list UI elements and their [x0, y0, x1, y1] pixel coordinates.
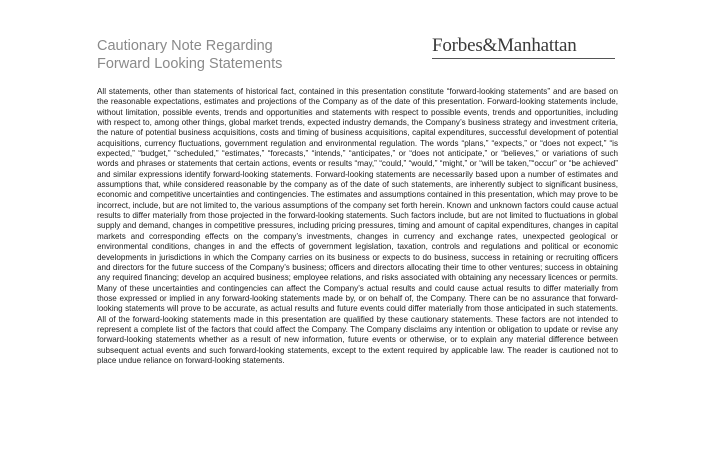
title-line-1: Cautionary Note Regarding	[97, 38, 273, 54]
disclaimer-body-text: All statements, other than statements of historical fact, contained in this presentation constitute “forward-looking statements” and are based on the reasonable expectations, estimates and projections of the Company as of the date of this presentation. Forward-looking statements include, without limitation, possible events, trends and opportunities and statements with respect to possible events, trends and opportunities, including with respect to, among other things, global market trends, expected industry demands, the Company’s business strategy and investment criteria, the nature of potential business acquisitions, costs and timing of business acquisitions, capital expenditures, successful development of potential acquisitions, currency fluctuations, government regulation and environmental regulation. The words “plans,” “expects,” or “does not expect,” “is expected,” “budget,” “scheduled,” “estimates,” “forecasts,” “intends,” “anticipates,” or “does not anticipate,” or “believes,” or variations of such words and phrases or statements that certain actions, events or results “may,” “could,” “would,” “might,” or “will be taken,”“occur” or “be achieved” and similar expressions identify forward-looking statements. Forward-looking statements are necessarily based upon a number of estimates and assumptions that, while considered reasonable by the company as of the date of such statements, are inherently subject to significant business, economic and competitive uncertainties and contingencies. The estimates and assumptions contained in this presentation, which may prove to be incorrect, include, but are not limited to, the various assumptions of the company set forth herein. Known and unknown factors could cause actual results to differ materially from those projected in the forward-looking statements. Such factors include, but are not limited to fluctuations in global supply and demand, changes in competitive pressures, including pricing pressures, timing and amount of capital expenditures, changes in capital markets and corresponding effects on the company’s investments, changes in currency and exchange rates, unexpected geological or environmental conditions, changes in and the effects of government legislation, taxation, controls and regulations and political or economic developments in jurisdictions in which the Company carries on its business or expects to do business, success in retaining or recruiting officers and directors for the future success of the Company’s business; officers and directors allocating their time to other ventures; success in obtaining any required financing; develop an acquired business; employee relations, and risks associated with obtaining any necessary licences or permits. Many of these uncertainties and contingencies can affect the Company’s actual results and could cause actual results to differ materially from those expressed or implied in any forward-looking statements made by, or on behalf of, the Company. There can be no assurance that forward-looking statements will prove to be accurate, as actual results and future events could differ materially from those anticipated in such statements. All of the forward-looking statements made in this presentation are qualified by these cautionary statements. These factors are not intended to represent a complete list of the factors that could affect the Company. The Company disclaims any intention or obligation to update or revise any forward-looking statements whether as a result of new information, future events or otherwise, or to explain any material difference between subsequent actual events and such forward-looking statements, except to the extent required by applicable law. The reader is cautioned not to place undue reliance on forward-looking statements.	[97, 87, 618, 365]
title-line-2: Forward Looking Statements	[97, 56, 283, 72]
company-logo: Forbes&Manhattan	[432, 35, 577, 56]
logo-underline	[432, 58, 615, 59]
slide-title	[97, 37, 282, 73]
